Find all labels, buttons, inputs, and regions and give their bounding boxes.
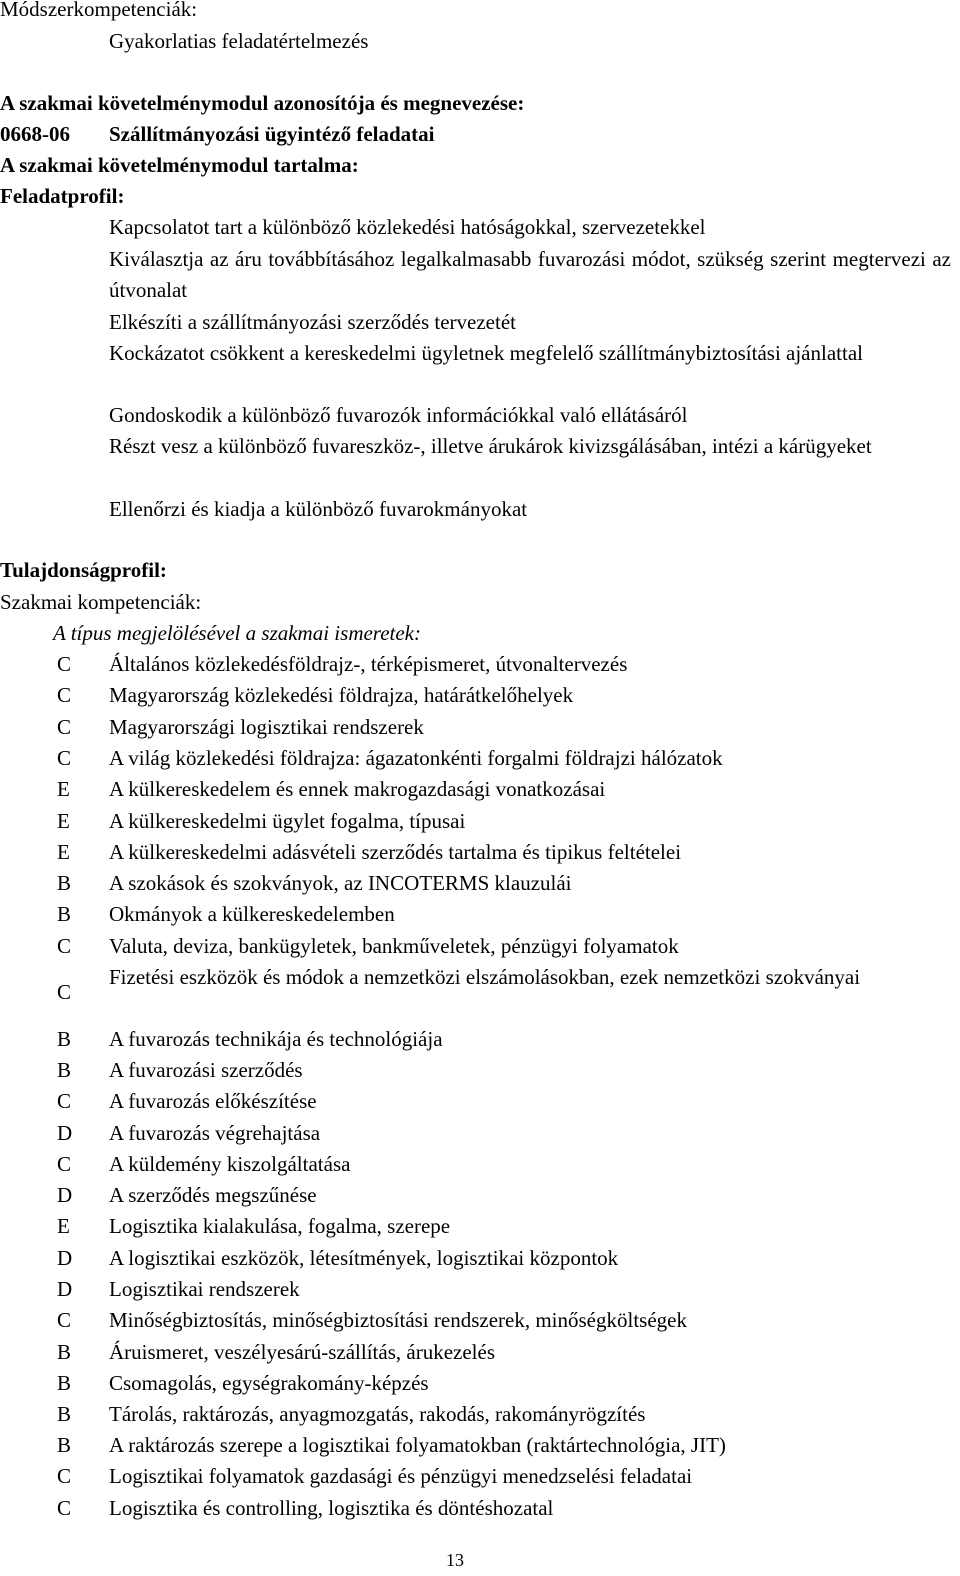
knowledge-text: Tárolás, raktározás, anyagmozgatás, rakodás, rakományrögzítés [109, 1402, 646, 1426]
knowledge-text: A szerződés megszűnése [109, 1183, 317, 1207]
level-code: C [57, 1464, 72, 1488]
page-number: 13 [446, 1550, 464, 1570]
list-item [0, 931, 960, 962]
list-item [0, 1461, 960, 1492]
level-code: D [57, 1246, 73, 1270]
knowledge-text: A raktározás szerepe a logisztikai folyamatokban (raktártechnológia, JIT) [109, 1433, 726, 1457]
knowledge-text: A szokások és szokványok, az INCOTERMS klauzulái [109, 871, 572, 895]
knowledge-text: Logisztika kialakulása, fogalma, szerepe [109, 1214, 451, 1238]
level-code: E [57, 809, 70, 833]
list-item [0, 774, 960, 805]
level-code: C [57, 1152, 72, 1176]
level-code: C [57, 980, 72, 1004]
level-code: B [57, 1027, 72, 1051]
list-item [0, 1243, 960, 1274]
task-item: Részt vesz a különböző fuvareszköz-, illetve árukárok kivizsgálásában, intézi a kárügyeket [109, 434, 872, 458]
knowledge-text: A külkereskedelem és ennek makrogazdasági vonatkozásai [109, 777, 606, 801]
level-code: B [57, 1340, 72, 1364]
knowledge-text: Fizetési eszközök és módok a nemzetközi elszámolásokban, ezek nemzetközi szokványai [109, 965, 861, 989]
property-profile-label: Tulajdonságprofil: [0, 558, 167, 582]
list-item [0, 868, 960, 899]
knowledge-text: A fuvarozás technikája és technológiája [109, 1027, 443, 1051]
knowledge-text: Logisztikai rendszerek [109, 1277, 300, 1301]
knowledge-text: Logisztikai folyamatok gazdasági és pénzügyi menedzselési feladatai [109, 1464, 693, 1488]
list-item [0, 1118, 960, 1149]
knowledge-text: A küldemény kiszolgáltatása [109, 1152, 351, 1176]
list-item [0, 712, 960, 743]
list-item [0, 1368, 960, 1399]
knowledge-text: Minőségbiztosítás, minőségbiztosítási rendszerek, minőségköltségek [109, 1308, 687, 1332]
level-code: C [57, 683, 72, 707]
task-item: Gondoskodik a különböző fuvarozók információkkal való ellátásáról [109, 403, 688, 427]
list-item [0, 1180, 960, 1211]
task-item: Ellenőrzi és kiadja a különböző fuvarokmányokat [109, 497, 528, 521]
list-item [0, 837, 960, 868]
level-code: C [57, 934, 72, 958]
knowledge-text: A fuvarozási szerződés [109, 1058, 303, 1082]
list-item [0, 1086, 960, 1117]
module-id-label: A szakmai követelménymodul azonosítója és megnevezése: [0, 91, 525, 115]
knowledge-text: Magyarország közlekedési földrajza, határátkelőhelyek [109, 683, 574, 707]
list-item [0, 1274, 960, 1305]
knowledge-text: A külkereskedelmi adásvételi szerződés tartalma és tipikus feltételei [109, 840, 682, 864]
level-code: B [57, 1433, 72, 1457]
list-item [0, 1211, 960, 1242]
level-code: D [57, 1183, 73, 1207]
level-code: C [57, 746, 72, 770]
level-code: E [57, 1214, 70, 1238]
task-item: Kockázatot csökkent a kereskedelmi ügyletnek megfelelő szállítmánybiztosítási ajánlattal [109, 341, 863, 365]
knowledge-text: Logisztika és controlling, logisztika és döntéshozatal [109, 1496, 554, 1520]
list-item [0, 1430, 960, 1461]
level-code: E [57, 777, 70, 801]
level-code: C [57, 1089, 72, 1113]
method-competence-heading: Módszerkompetenciák: [0, 0, 198, 21]
knowledge-text: A fuvarozás előkészítése [109, 1089, 317, 1113]
level-code: B [57, 902, 72, 926]
professional-competence-label: Szakmai kompetenciák: [0, 590, 202, 614]
list-item [0, 1399, 960, 1430]
task-item: Kapcsolatot tart a különböző közlekedési hatóságokkal, szervezetekkel [109, 215, 706, 239]
task-profile-label: Feladatprofil: [0, 184, 125, 208]
module-code: 0668-06 [0, 122, 70, 146]
knowledge-text: Áruismeret, veszélyesárú-szállítás, árukezelés [109, 1340, 495, 1364]
knowledge-text: A külkereskedelmi ügylet fogalma, típusai [109, 809, 466, 833]
list-item [0, 1305, 960, 1336]
list-item [0, 1493, 960, 1524]
list-item [0, 1149, 960, 1180]
knowledge-text: Általános közlekedésföldrajz-, térképismeret, útvonaltervezés [109, 652, 628, 676]
level-code: B [57, 871, 72, 895]
knowledge-text: Okmányok a külkereskedelemben [109, 902, 395, 926]
level-code: C [57, 715, 72, 739]
list-item [0, 649, 960, 680]
method-competence-item: Gyakorlatias feladatértelmezés [109, 29, 369, 53]
level-code: C [57, 1496, 72, 1520]
list-item [0, 962, 960, 1024]
module-content-label: A szakmai követelménymodul tartalma: [0, 153, 359, 177]
level-code: D [57, 1277, 73, 1301]
task-item: Kiválasztja az áru továbbításához legalkalmasabb fuvarozási módot, szükség szerint megtervezi az útvonalat [109, 247, 951, 302]
knowledge-text: Csomagolás, egységrakomány-képzés [109, 1371, 429, 1395]
level-code: B [57, 1402, 72, 1426]
knowledge-text: Magyarországi logisztikai rendszerek [109, 715, 424, 739]
type-label: A típus megjelölésével a szakmai ismeretek: [53, 621, 421, 645]
list-item [0, 899, 960, 930]
task-item: Elkészíti a szállítmányozási szerződés tervezetét [109, 310, 516, 334]
level-code: E [57, 840, 70, 864]
level-code: C [57, 652, 72, 676]
list-item [0, 680, 960, 711]
list-item [0, 1024, 960, 1055]
knowledge-text: A logisztikai eszközök, létesítmények, logisztikai központok [109, 1246, 619, 1270]
level-code: D [57, 1121, 73, 1145]
level-code: B [57, 1058, 72, 1082]
level-code: B [57, 1371, 72, 1395]
knowledge-text: Valuta, deviza, bankügyletek, bankműveletek, pénzügyi folyamatok [109, 934, 679, 958]
knowledge-text: A fuvarozás végrehajtása [109, 1121, 321, 1145]
level-code: C [57, 1308, 72, 1332]
list-item [0, 1337, 960, 1368]
list-item [0, 806, 960, 837]
knowledge-text: A világ közlekedési földrajza: ágazatonkénti forgalmi földrajzi hálózatok [109, 746, 723, 770]
list-item [0, 743, 960, 774]
list-item [0, 1055, 960, 1086]
module-name: Szállítmányozási ügyintéző feladatai [109, 122, 435, 146]
